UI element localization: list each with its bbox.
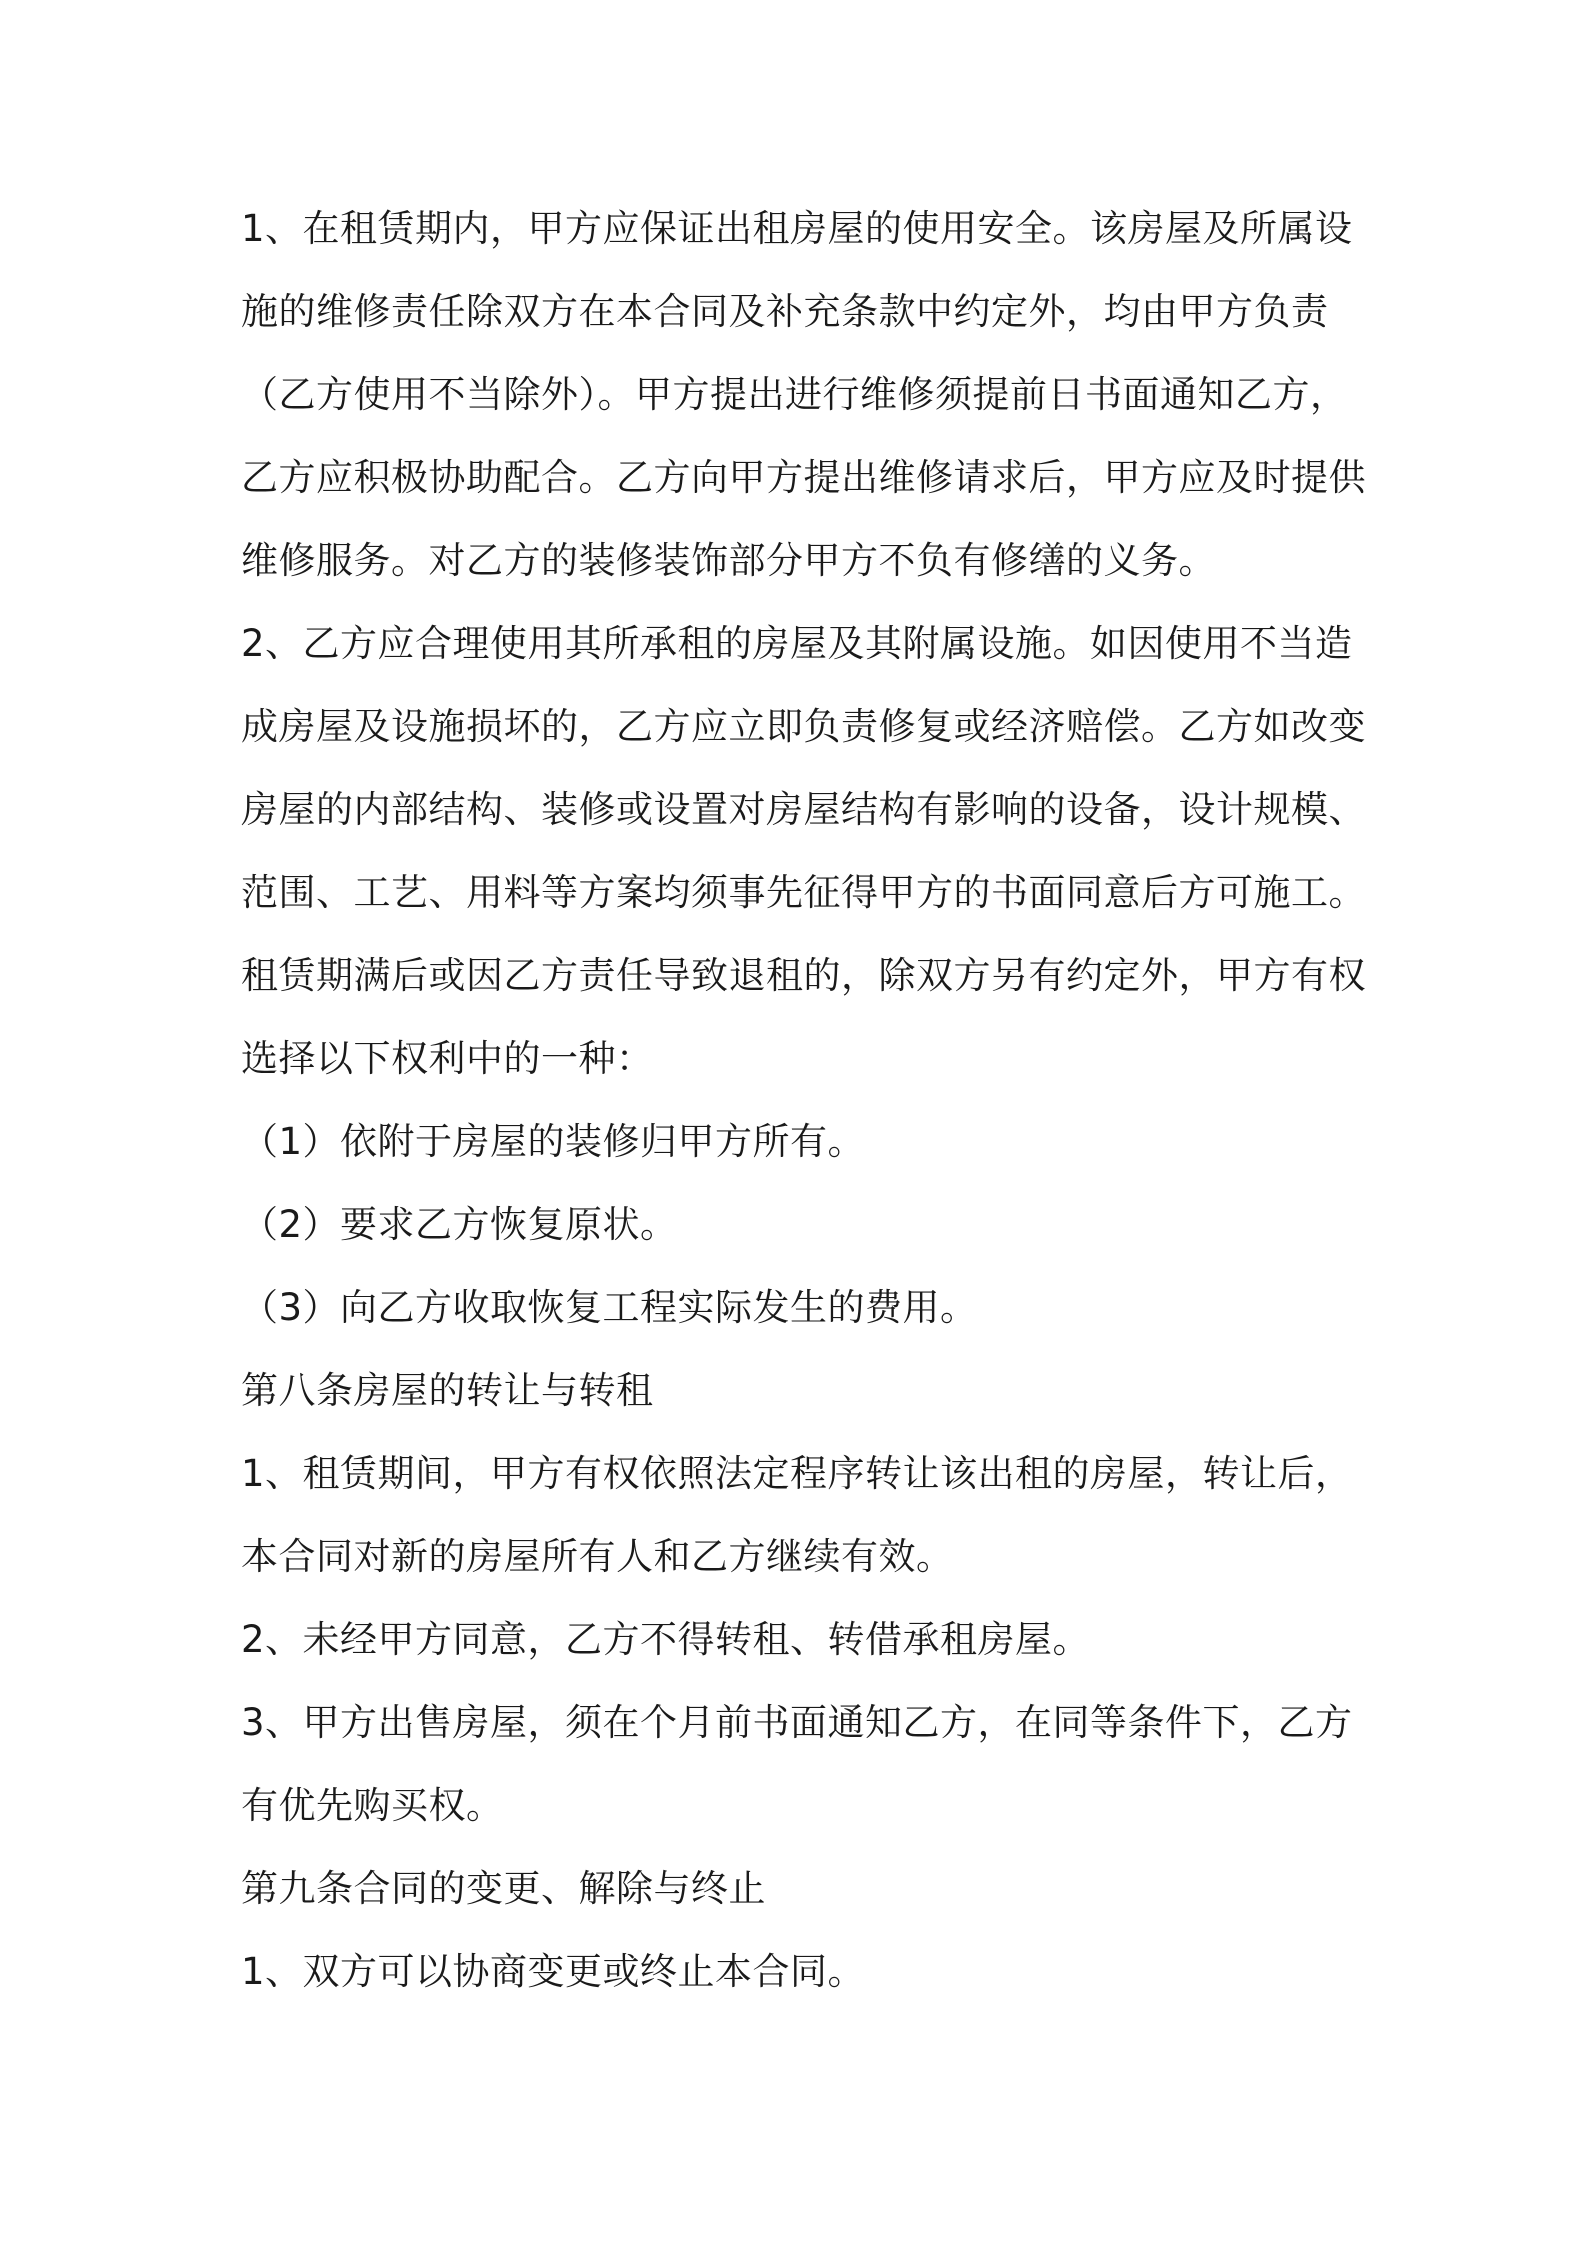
section-heading: 第八条房屋的转让与转租 (241, 1369, 654, 1412)
section-heading: 第九条合同的变更、解除与终止 (241, 1867, 766, 1910)
text-line: 施的维修责任除双方在本合同及补充条款中约定外，均由甲方负责 (241, 290, 1329, 333)
text-line: 乙方应积极协助配合。乙方向甲方提出维修请求后，甲方应及时提供 (241, 456, 1366, 499)
text-line: 成房屋及设施损坏的，乙方应立即负责修复或经济赔偿。乙方如改变 (241, 705, 1366, 748)
text-line: （乙方使用不当除外）。甲方提出进行维修须提前日书面通知乙方， (241, 373, 1348, 416)
text-line: 维修服务。对乙方的装修装饰部分甲方不负有修缮的义务。 (241, 539, 1216, 582)
text-line: 范围、工艺、用料等方案均须事先征得甲方的书面同意后方可施工。 (241, 871, 1366, 914)
text-line: 1、在租赁期内，甲方应保证出租房屋的使用安全。该房屋及所属设 (241, 207, 1353, 250)
list-item: （1）依附于房屋的装修归甲方所有。 (241, 1120, 866, 1163)
text-line: 选择以下权利中的一种： (241, 1037, 654, 1080)
text-line: 1、双方可以协商变更或终止本合同。 (241, 1950, 866, 1993)
text-line: 3、甲方出售房屋，须在个月前书面通知乙方，在同等条件下，乙方 (241, 1701, 1353, 1744)
text-line: 2、乙方应合理使用其所承租的房屋及其附属设施。如因使用不当造 (241, 622, 1353, 665)
text-line: 2、未经甲方同意，乙方不得转租、转借承租房屋。 (241, 1618, 1091, 1661)
text-line: 房屋的内部结构、装修或设置对房屋结构有影响的设备，设计规模、 (241, 788, 1366, 831)
text-line: 租赁期满后或因乙方责任导致退租的，除双方另有约定外，甲方有权 (241, 954, 1366, 997)
text-line: 1、租赁期间，甲方有权依照法定程序转让该出租的房屋，转让后， (241, 1452, 1353, 1495)
list-item: （2）要求乙方恢复原状。 (241, 1203, 678, 1246)
list-item: （3）向乙方收取恢复工程实际发生的费用。 (241, 1286, 978, 1329)
document-body (241, 196, 1366, 2022)
text-line: 有优先购买权。 (241, 1784, 504, 1827)
text-line: 本合同对新的房屋所有人和乙方继续有效。 (241, 1535, 954, 1578)
